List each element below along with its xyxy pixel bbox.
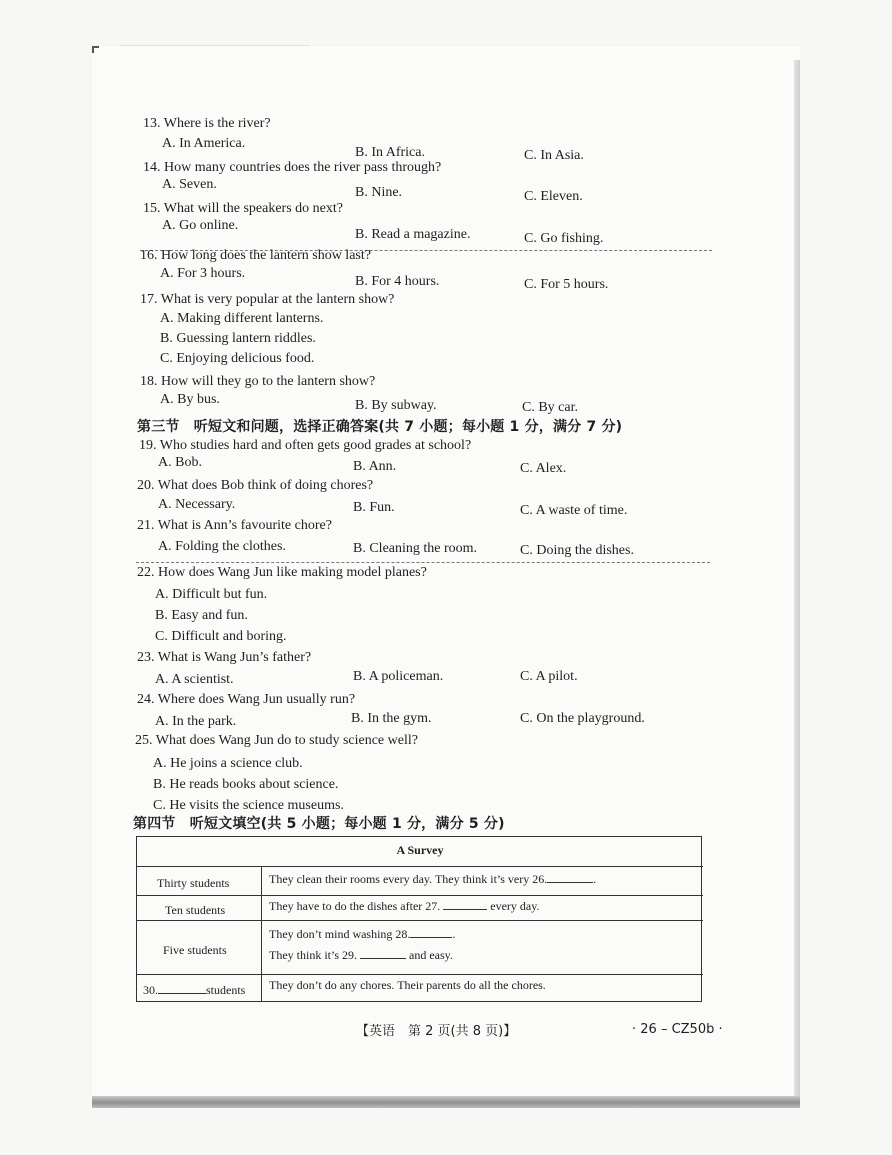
question-14-stem: 14. How many countries does the river pass through? bbox=[143, 160, 442, 175]
question-21-option-b: B. Cleaning the room. bbox=[353, 541, 478, 556]
table-row-1-group: Thirty students bbox=[157, 876, 230, 890]
question-22-option-c: C. Difficult and boring. bbox=[155, 629, 287, 644]
question-23-option-c: C. A pilot. bbox=[520, 669, 578, 684]
question-22-option-a: A. Difficult but fun. bbox=[155, 587, 268, 602]
question-23-option-b: B. A policeman. bbox=[353, 669, 444, 684]
question-20-stem: 20. What does Bob think of doing chores? bbox=[137, 478, 374, 493]
question-16-option-b: B. For 4 hours. bbox=[355, 274, 440, 289]
exam-code: · 26 – CZ50b · bbox=[632, 1022, 723, 1037]
page-number-label: 【英语 第 2 页(共 8 页)】 bbox=[356, 1024, 517, 1039]
question-16-option-c: C. For 5 hours. bbox=[524, 277, 609, 292]
table-row-2-text bbox=[269, 899, 539, 913]
section-4-heading: 第四节 听短文填空(共 5 小题；每小题 1 分，满分 5 分) bbox=[133, 816, 505, 832]
table-row-3-group: Five students bbox=[163, 943, 227, 957]
table-rule bbox=[137, 866, 703, 867]
table-row-3-text-2 bbox=[269, 948, 453, 962]
question-23-stem: 23. What is Wang Jun’s father? bbox=[137, 650, 312, 665]
answer-blank-27 bbox=[443, 909, 487, 910]
question-25-option-c: C. He visits the science museums. bbox=[153, 798, 344, 813]
paper-edge-shadow bbox=[794, 60, 800, 1100]
question-24-option-a: A. In the park. bbox=[155, 714, 237, 729]
question-13-option-c: C. In Asia. bbox=[524, 148, 584, 163]
question-13-option-a: A. In America. bbox=[162, 136, 246, 151]
question-17-option-c: C. Enjoying delicious food. bbox=[160, 351, 315, 366]
table-row-1-sentence: They clean their rooms every day. They think it’s very 26. bbox=[269, 872, 548, 886]
question-13-option-b: B. In Africa. bbox=[355, 145, 425, 160]
question-19-option-b: B. Ann. bbox=[353, 459, 397, 474]
question-15-option-b: B. Read a magazine. bbox=[355, 227, 471, 242]
table-row-4-group bbox=[143, 983, 245, 997]
table-row-4-suffix: students bbox=[206, 983, 246, 997]
question-19-option-a: A. Bob. bbox=[158, 455, 202, 470]
question-16-stem: 16. How long does the lantern show last? bbox=[140, 248, 371, 263]
question-25-option-a: A. He joins a science club. bbox=[153, 756, 303, 771]
table-rule bbox=[137, 974, 703, 975]
question-19-stem: 19. Who studies hard and often gets good grades at school? bbox=[139, 438, 472, 453]
question-14-option-c: C. Eleven. bbox=[524, 189, 583, 204]
divider-dotted bbox=[136, 562, 710, 563]
table-row-4-number: 30. bbox=[143, 983, 158, 997]
question-13-stem: 13. Where is the river? bbox=[143, 116, 271, 131]
answer-blank-29 bbox=[360, 958, 406, 959]
table-column-rule bbox=[261, 867, 262, 1001]
question-20-option-a: A. Necessary. bbox=[158, 497, 236, 512]
table-row-4-text: They don’t do any chores. Their parents do all the chores. bbox=[269, 978, 546, 992]
question-18-option-a: A. By bus. bbox=[160, 392, 220, 407]
question-18-stem: 18. How will they go to the lantern show? bbox=[140, 374, 376, 389]
question-21-option-a: A. Folding the clothes. bbox=[158, 539, 286, 554]
question-22-option-b: B. Easy and fun. bbox=[155, 608, 248, 623]
survey-table-title: A Survey bbox=[396, 843, 444, 857]
question-15-stem: 15. What will the speakers do next? bbox=[143, 201, 343, 216]
question-14-option-b: B. Nine. bbox=[355, 185, 403, 200]
question-16-option-a: A. For 3 hours. bbox=[160, 266, 246, 281]
question-15-option-a: A. Go online. bbox=[162, 218, 239, 233]
question-21-stem: 21. What is Ann’s favourite chore? bbox=[137, 518, 332, 533]
question-15-option-c: C. Go fishing. bbox=[524, 231, 604, 246]
question-17-option-a: A. Making different lanterns. bbox=[160, 311, 324, 326]
table-row-3-text-1: They don’t mind washing 28. . bbox=[269, 927, 456, 941]
question-17-option-b: B. Guessing lantern riddles. bbox=[160, 331, 316, 346]
section-3-heading: 第三节 听短文和问题，选择正确答案(共 7 小题；每小题 1 分，满分 7 分) bbox=[137, 419, 623, 435]
table-rule bbox=[137, 895, 703, 896]
table-row-3-sentence-1: They don’t mind washing 28. bbox=[269, 927, 411, 941]
question-24-option-b: B. In the gym. bbox=[351, 711, 432, 726]
corner-mark bbox=[92, 46, 99, 53]
question-14-option-a: A. Seven. bbox=[162, 177, 217, 192]
question-18-option-b: B. By subway. bbox=[355, 398, 437, 413]
answer-blank-26 bbox=[547, 882, 593, 883]
table-row-1-text: They clean their rooms every day. They think it’s very 26. . bbox=[269, 872, 597, 886]
question-23-option-a: A. A scientist. bbox=[155, 672, 234, 687]
question-24-option-c: C. On the playground. bbox=[520, 711, 645, 726]
question-20-option-b: B. Fun. bbox=[353, 500, 395, 515]
answer-blank-30 bbox=[158, 993, 206, 994]
table-row-2-group: Ten students bbox=[165, 903, 226, 917]
table-row-3-sentence-2: They think it’s 29. bbox=[269, 948, 357, 962]
paper-bottom-shadow bbox=[92, 1096, 800, 1108]
table-rule bbox=[137, 920, 703, 921]
question-21-option-c: C. Doing the dishes. bbox=[520, 543, 634, 558]
question-19-option-c: C. Alex. bbox=[520, 461, 567, 476]
question-24-stem: 24. Where does Wang Jun usually run? bbox=[137, 692, 356, 707]
table-row-2-sentence: They have to do the dishes after 27. bbox=[269, 899, 441, 913]
question-22-stem: 22. How does Wang Jun like making model planes? bbox=[137, 565, 427, 580]
top-edge-line bbox=[120, 45, 310, 46]
table-row-2-sentence-end: every day. bbox=[490, 899, 540, 913]
survey-table bbox=[136, 836, 702, 1002]
question-18-option-c: C. By car. bbox=[522, 400, 578, 415]
answer-blank-28 bbox=[410, 937, 452, 938]
table-row-3-sentence-2-end: and easy. bbox=[409, 948, 453, 962]
question-25-stem: 25. What does Wang Jun do to study science well? bbox=[135, 733, 418, 748]
question-20-option-c: C. A waste of time. bbox=[520, 503, 628, 518]
question-17-stem: 17. What is very popular at the lantern show? bbox=[140, 292, 395, 307]
question-25-option-b: B. He reads books about science. bbox=[153, 777, 339, 792]
